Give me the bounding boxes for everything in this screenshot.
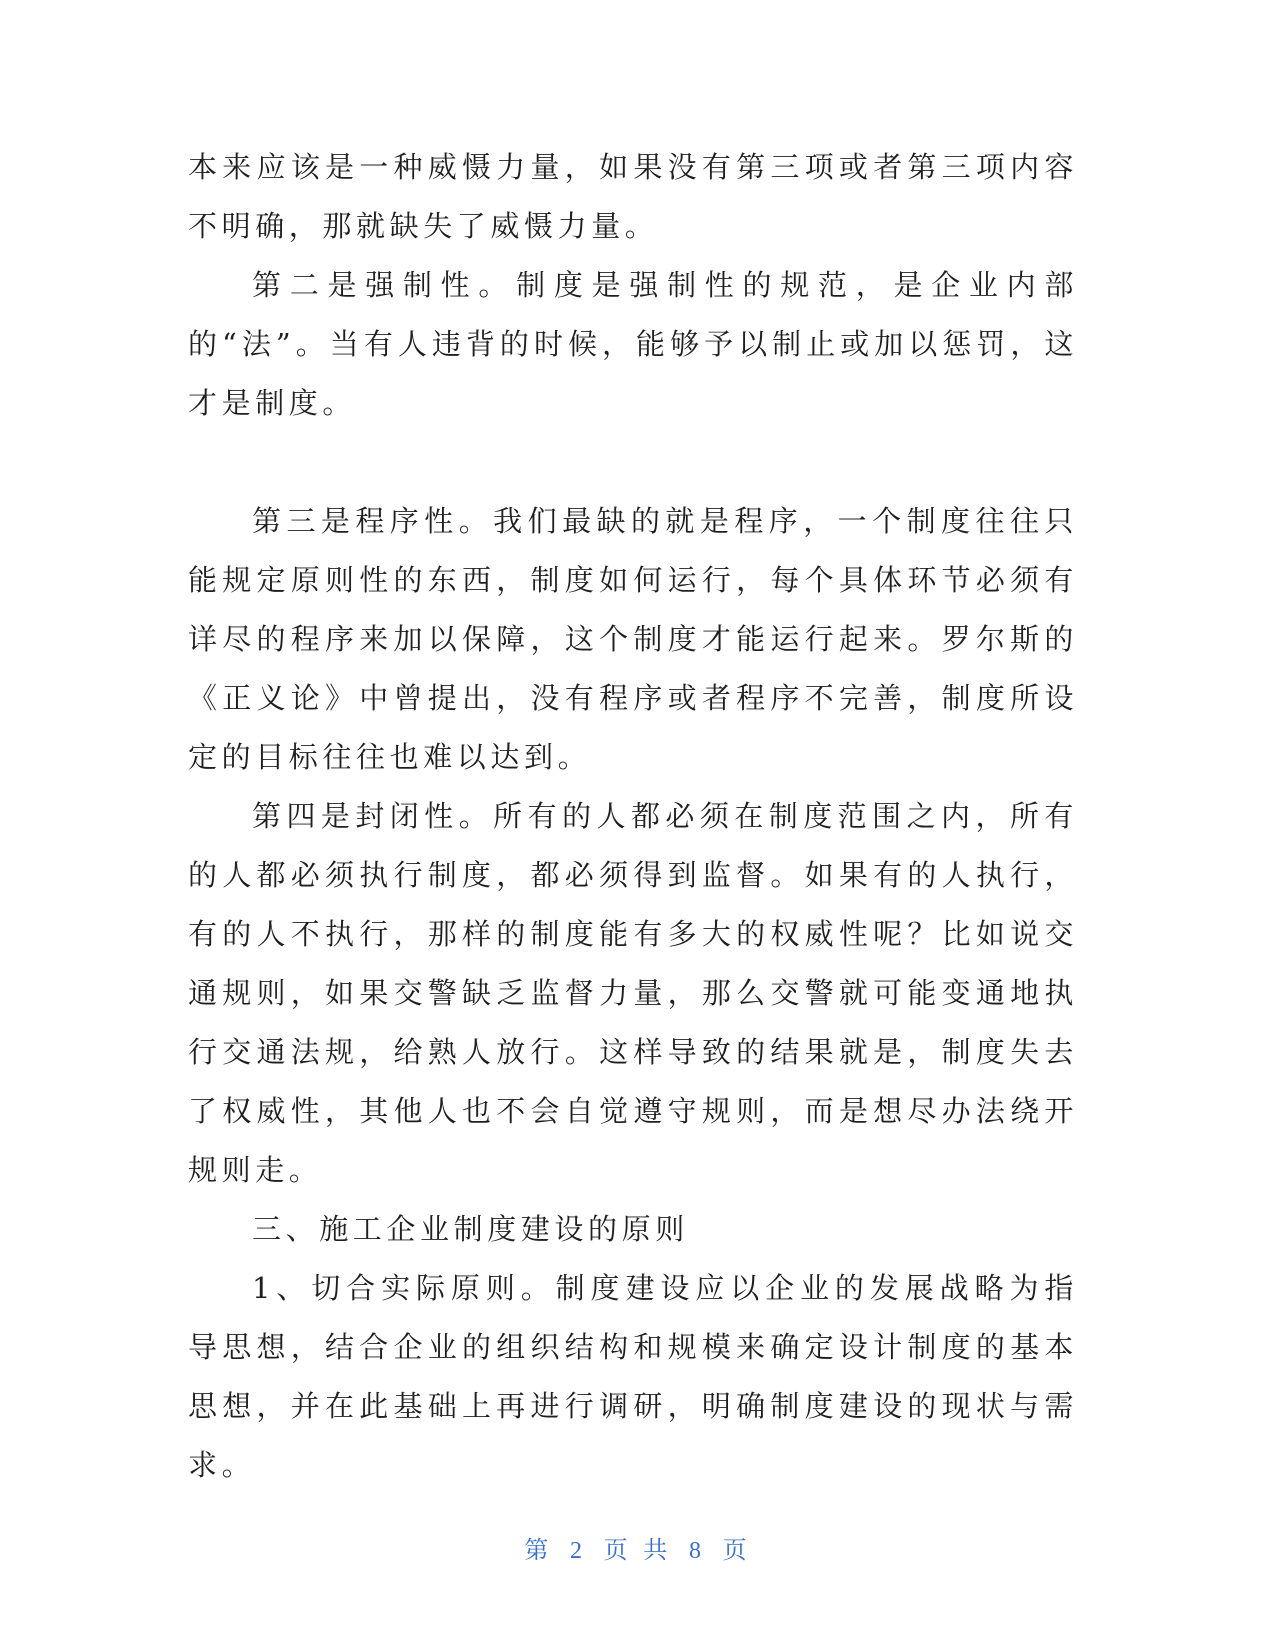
footer-suffix: 页 xyxy=(722,1536,751,1564)
paragraph-continuation: 本来应该是一种威慑力量，如果没有第三项或者第三项内容不明确，那就缺失了威慑力量。 xyxy=(188,150,1078,243)
paragraph-procedural: 第三是程序性。我们最缺的就是程序，一个制度往往只能规定原则性的东西，制度如何运行，每个具体环节必须有详尽的程序来加以保障，这个制度才能运行起来。罗尔斯的《正义论》中曾提出，没有程序或者程序不完善，制度所设定的目标往往也难以达到。 xyxy=(188,504,1078,774)
document-body xyxy=(188,138,1078,1495)
footer-middle: 页 共 xyxy=(603,1536,672,1564)
paragraph-closure: 第四是封闭性。所有的人都必须在制度范围之内，所有的人都必须执行制度，都必须得到监督。如果有的人执行，有的人不执行，那样的制度能有多大的权威性呢？比如说交通规则，如果交警缺乏监督力量，那么交警就可能变通地执行交通法规，给熟人放行。这样导致的结果就是，制度失去了权威性，其他人也不会自觉遵守规则，而是想尽办法绕开规则走。 xyxy=(188,799,1078,1187)
section-heading: 三、施工企业制度建设的原则 xyxy=(252,1212,689,1246)
footer-prefix: 第 xyxy=(524,1536,553,1564)
footer-total-pages: 8 xyxy=(688,1538,705,1564)
paragraph-coerciveness: 第二是强制性。制度是强制性的规范，是企业内部的“法”。当有人违背的时候，能够予以制止或加以惩罚，这才是制度。 xyxy=(188,268,1078,420)
page-footer xyxy=(0,1530,1275,1565)
footer-current-page: 2 xyxy=(570,1538,587,1564)
paragraph-principle-1: 1、切合实际原则。制度建设应以企业的发展战略为指导思想，结合企业的组织结构和规模来确定设计制度的基本思想，并在此基础上再进行调研，明确制度建设的现状与需求。 xyxy=(188,1271,1078,1482)
